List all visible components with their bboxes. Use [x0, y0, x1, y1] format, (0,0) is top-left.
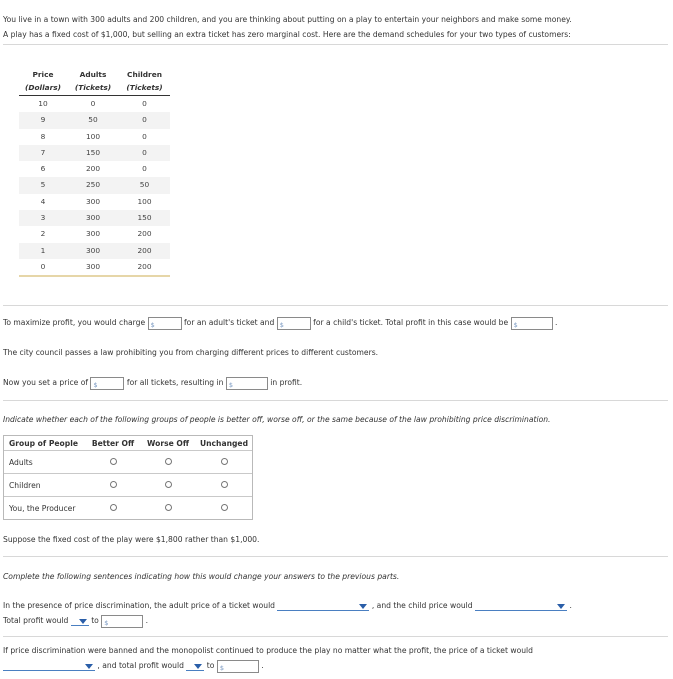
table-row [19, 161, 170, 177]
uniform-price-input[interactable]: $ [90, 377, 124, 390]
council-text: The city council passes a law prohibiting you from charging different prices to different customers. [3, 348, 379, 357]
table-cell: 0 [90, 99, 96, 108]
table-cell: 150 [85, 147, 101, 157]
table-cell: 150 [137, 213, 152, 223]
q1-text-2: for an adult's ticket and [184, 318, 275, 327]
table-row [19, 259, 170, 275]
new-total-profit-input[interactable]: $ [101, 615, 143, 628]
chevron-down-icon [79, 619, 87, 624]
adults-worse-off-radio[interactable] [165, 458, 172, 465]
table-row [19, 145, 170, 161]
table-cell: 6 [40, 164, 46, 174]
table-cell: 2 [40, 229, 46, 239]
child-price-change-dropdown[interactable] [475, 601, 567, 611]
indicate-instruction: Indicate whether each of the following groups of people is better off, worse off, or the same because of the law prohibiting price discrimination. [3, 415, 551, 424]
table-cell: 1 [40, 245, 46, 255]
demand-table-subheader [19, 81, 170, 94]
table-row [19, 177, 170, 193]
chevron-down-icon [557, 604, 565, 609]
welfare-row-producer: You, the Producer [4, 496, 252, 519]
welfare-row-children: Children [4, 473, 252, 496]
table-row [19, 129, 170, 145]
divider [3, 556, 668, 557]
q2-text-3: in profit. [270, 378, 303, 387]
intro-line-1: You live in a town with 300 adults and 200 children, and you are thinking about putting on a play to entertain your neighbors and make some money. [3, 15, 572, 24]
demand-table-header [19, 68, 170, 81]
ticket-price-change-dropdown[interactable] [3, 661, 95, 671]
table-cell: 5 [40, 180, 46, 190]
table-cell: 7 [40, 147, 46, 157]
table-cell: 200 [137, 245, 152, 255]
table-cell: 300 [85, 196, 101, 206]
table-cell: 0 [40, 261, 46, 271]
table-cell: 0 [142, 147, 147, 157]
complete-instruction: Complete the following sentences indicating how this would change your answers to the previous parts. [3, 572, 400, 581]
chevron-down-icon [85, 664, 93, 669]
table-cell: 0 [142, 131, 147, 141]
children-unchanged-radio[interactable] [221, 481, 228, 488]
header-price: Price [32, 70, 54, 79]
divider [3, 636, 668, 637]
children-worse-off-radio[interactable] [165, 481, 172, 488]
chevron-down-icon [359, 604, 367, 609]
table-cell: 200 [137, 229, 152, 239]
table-row [19, 194, 170, 210]
table-cell: 100 [85, 131, 101, 141]
producer-unchanged-radio[interactable] [221, 504, 228, 511]
q4-sentence-2: , and total profit would to $ . [3, 659, 264, 673]
q2-text-1: Now you set a price of [3, 378, 89, 387]
subheader-adults: (Tickets) [74, 83, 112, 92]
table-cell: 300 [85, 229, 101, 239]
divider [3, 305, 668, 306]
table-row [19, 112, 170, 128]
child-price-input[interactable]: $ [277, 317, 311, 330]
table-cell: 8 [40, 131, 46, 141]
table-bottom-rule [19, 275, 170, 277]
table-cell: 50 [139, 180, 150, 190]
table-cell: 0 [142, 164, 147, 174]
table-cell: 300 [85, 245, 101, 255]
q3-sentence-1: In the presence of price discrimination, the adult price of a ticket would , and the child price would . [3, 601, 572, 610]
q2-sentence [3, 376, 302, 390]
total-profit-input[interactable]: $ [511, 317, 553, 330]
q1-text-1: To maximize profit, you would charge [3, 318, 146, 327]
table-cell: 10 [38, 99, 48, 108]
table-cell: 50 [88, 115, 98, 125]
table-cell: 100 [137, 196, 152, 206]
chevron-down-icon [194, 664, 202, 669]
q1-text-3: for a child's ticket. Total profit in this case would be [313, 318, 509, 327]
q1-sentence: To maximize profit, you would charge $ for an adult's ticket and $ for a child's ticket. Total profit in this case would be $ . [3, 318, 558, 329]
table-row [19, 210, 170, 226]
welfare-table [3, 435, 253, 520]
q2-text-2: for all tickets, resulting in [126, 378, 224, 387]
table-row [19, 226, 170, 242]
demand-table [19, 68, 170, 277]
table-cell: 200 [85, 164, 101, 174]
subheader-price: (Dollars) [24, 83, 62, 92]
producer-better-off-radio[interactable] [110, 504, 117, 511]
table-cell: 250 [85, 180, 101, 190]
welfare-table-header: Group of People Better Off Worse Off Unchanged [9, 438, 249, 448]
divider [3, 44, 668, 45]
welfare-row-adults: Adults [4, 450, 252, 473]
uniform-profit-input[interactable]: $ [226, 377, 268, 390]
banned-total-profit-input[interactable]: $ [217, 660, 259, 673]
subheader-children: (Tickets) [126, 83, 163, 92]
banned-profit-change-dropdown[interactable] [186, 661, 204, 671]
table-cell: 0 [142, 99, 147, 108]
children-better-off-radio[interactable] [110, 481, 117, 488]
table-cell: 9 [40, 115, 46, 125]
table-cell: 0 [142, 115, 147, 125]
adults-unchanged-radio[interactable] [221, 458, 228, 465]
adult-price-input[interactable]: $ [148, 317, 182, 330]
total-profit-change-dropdown[interactable] [71, 616, 89, 626]
table-cell: 300 [85, 261, 101, 271]
adult-price-change-dropdown[interactable] [277, 601, 369, 611]
table-cell: 300 [85, 213, 101, 223]
table-cell: 3 [40, 213, 46, 223]
intro-line-2: A play has a fixed cost of $1,000, but selling an extra ticket has zero marginal cost. Here are the demand schedules for your two types of customers: [3, 30, 571, 39]
table-cell: 4 [40, 196, 46, 206]
producer-worse-off-radio[interactable] [165, 504, 172, 511]
suppose-text: Suppose the fixed cost of the play were $1,800 rather than $1,000. [3, 535, 260, 544]
table-cell: 200 [137, 261, 152, 271]
header-children: Children [127, 70, 162, 79]
table-row [19, 96, 170, 112]
intro-text [3, 12, 572, 42]
divider [3, 400, 668, 401]
q4-sentence-1: If price discrimination were banned and the monopolist continued to produce the play no matter what the profit, the price of a ticket would [3, 646, 533, 655]
demand-table-body [19, 96, 170, 275]
table-row [19, 243, 170, 259]
header-adults: Adults [79, 70, 107, 79]
q3-sentence-2: Total profit would to $ . [3, 616, 149, 627]
adults-better-off-radio[interactable] [110, 458, 117, 465]
